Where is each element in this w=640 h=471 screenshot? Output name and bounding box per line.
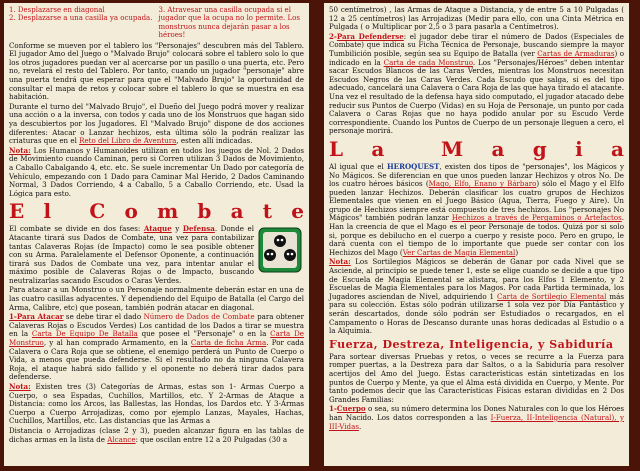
list-item: 1-Cuerpo o sea, su número determina los Dones Naturales con lo que los Héroes han Nacido. Los datos corresponden a las I-Fuerza, II-Inteligencia (Natural), y III-Vidas. (329, 404, 624, 431)
paragraph: Durante el turno del "Malvado Brujo", el Dueño del Juego podrá mover y realizar una acción o a la inversa, con todos y cada uno de los Monstruos que hagan sido ya descubiertos por los Jugadores. El "Malvado Brujo" dispone de dos acciones diferentes: Atacar o Lanzar hechizos, esta última sólo la podrán realizar las criaturas que en el Reto del Libro de Aventura, esten allí indicadas. (9, 101, 304, 146)
left-page (4, 3, 309, 466)
section-title-magia: L a M a g i a (329, 136, 624, 161)
note: Nota: Los Humanos y Humanoides utilizan en todos los juegos de Nol. 2 Dados de Movimiento cuando Caminan, pero si Corren utilizan 3 Dados de Movimiento, a Caballo Cabalgando 4, etc. etc. Se suele incrementar Un Dado por categoría de Vehículo, empezando con 1 Dado para Caminar Mal Herido, 2 Dados Caminando Normal, 3 Dados Corriendo, 4 a Caballo, 5 a Caballo Corriendo, etc. Usad la Lógica para esto. (9, 145, 304, 198)
skull-shield-icon (258, 227, 302, 273)
section-title-atributos: Fuerza, Destreza, Inteligencia, y Sabiduría (329, 337, 614, 351)
carta-arma-link[interactable]: Carta de ficha Arma (190, 338, 267, 348)
paragraph: 50 centímetros) , las Armas de Ataque a Distancia, y de entre 5 a 10 Pulgadas ( 12 a 25 centímetros) las Arrojadizas (Medir para ello, con una Cinta Métrica en Pulgada ( o Multiplicar por 2,5 o 3 para pasarla a Centímetros). (329, 5, 624, 32)
paragraph: 1-Para Atacar se debe tirar el dado Número de Dados de Combate para obtener Calaveras Rojas o Escudos Verdes) Los cantidad de los Dados a tirar se muestra en la Carta De Equipo De Batalla que posee el "Personaje" o en la Carta De Monstruo, y al han comprado Armamento, en la Carta de ficha Arma. Por cada Calavera o Cara Roja que se obtiene, el enemigo perderá un Punto de Cuerpo o Vida, a menos que pueda defenderse. Si el resultado no da ninguna Calavera Roja, el ataque habrá sido fallido y el oponente no deberá tirar dados para defenderse. (9, 312, 305, 382)
carta-monstruo-link[interactable]: Carta de cada Monstruo (383, 57, 473, 67)
reto-link[interactable]: Reto del Libro de Aventura (79, 136, 177, 146)
carta-sortilegio-link[interactable]: Carta de Sortilegio Elemental (497, 291, 607, 301)
carta-monstruo-link[interactable]: Carta De Monstruo (9, 329, 304, 348)
movement-rules-list (9, 6, 304, 40)
cartas-armaduras-link[interactable]: Cartas de Armaduras (537, 48, 615, 58)
note: Nota: Existen tres (3) Categorías de Armas, estas son 1- Armas Cuerpo a Cuerpo, o sea Espadas, Cuchillos, Martillos, etc. Y 2-Armas de Ataque a Distancia: como los Arcos, las Ballestas, las Hondas, los Dardos etc. Y 3-Armas Cuerpo a Cuerpo Arrojadizas, como por ejemplo Lanzas, Mayales, Hachas, Cuchillos, Martillos, etc. Las distancias que las Armas a (9, 382, 304, 426)
list-item: 3. Atravesar una casilla ocupada si el jugador que la ocupa no lo permite. Los monstruos nunca dejarán pasar a los héroes! (158, 6, 300, 40)
note: Nota: Los Sortilegios Mágicos se deberán de Ganar por cada Nivel que se Asciende, al principio se puede tener 1, este se elige cuando se decide a que tipo de Escuela de Magia Elemental se alistara, para los Elfos 1 Elemento, y 2 Escuelas de Magia Elementales para los Magos. Por cada Partida terminada, los Jugadores asciendan de Nivel, adquiriendo 1 Carta de Sortilegio Elemental más para su colección. Estas sólo podrán utilizarse 1 sola vez por Día Fantástico y serán descartados, donde sólo podrán ser Estudiados o recargados, en el Campamento o Horas de Descanso durante unas horas dedicadas al Estudio o a la Alquimia. (329, 257, 624, 336)
paragraph: Al igual que el HEROQUEST, existen dos tipos de "personajes", los Mágicos y No Mágicos. Se diferencian en que unos pueden lanzar Hechizos y otros No. De los cuatro héroes básicos (Mago, Elfo, Enano y Bárbaro) sólo el Mago y el Elfo pueden lanzar Hechizos. Deberán clasificar los cuatro grupos de Hechizos Elementales que vienen en el Juego Básico (Agua, Tierra, Fuego y Aire). Un grupo de Hechizos siempre está compuesto de tres hechizos. Los "personajes No Mágicos" también podrán lanzar Hechizos a través de Pergaminos o Artefactos. Han la creencia de que el Mago es el peor Personaje de todos. Quizá por si solo si, porque es debilucho en el cuerpo a cuerpo y resiste poco. Pero en grupo, le dará cuenta con el tiempo de lo importante que puede ser contar con los Hechizos del Mago (Ver Cartas de Magia Elemental) (329, 161, 624, 257)
list-item: 1. Desplazarse en diagonal (9, 6, 105, 14)
paragraph: 2-Para Defenderse: el jugador debe tirar el número de Dados (Especiales de Combate) que indica su Ficha Técnica de Personaje, buscando siempre la mayor Tumbilición posible, según sea su Equipo de Batalla (ver Cartas de Armaduras) o indicado en la Carta de cada Monstruo. Los "Personajes/Héroes" deben intentar sacar Escudos Blancos de las Caras Verdes, mientras los Monstruos necesitan Escudos Negros de las Caras Verdes. Cada Escudo que salga, si es del tipo adecuado, cancelará una Calavera o Cara Roja de las que haya tirado el atacante. Una vez el resultado de la defensa haya sido computado, el jugador atacado debe reducir sus Puntos de Cuerpo (Vidas) en su Hoja de Personaje, un punto por cada Calavera o Caras Rojas que no haya podido anular por su Escudo Verde correspondiente. Cuando los Puntos de Cuerpo de un personaje lleguen a cero, el personaje morirá. (329, 31, 625, 136)
alcance-link[interactable]: Alcance (107, 434, 136, 444)
paragraph: El combate se divide en dos fases: Ataque y Defensa. Donde el Atacante tirará sus Dados de Combate, una vez para contabilizar tantas Calaveras Rojas (de Impacto) como le sea posible obtener con su Arma. Paralelamente el Defensor Oponente, a continuación tirará sus Dados de Combate una vez, para intentar anular el máximo posible de Calaveras Rojas o de Impacto, buscando neutralizarlas sacando Escudos o Caras Verdes. (9, 224, 254, 285)
paragraph: Para atacar a un Monstruo o un Personaje normalmente deberán estar en una de las cuatro casillas adyacentes. Y dependiendo del Equipo de Batalla (el Cargo del Arma, Calibre, etc) que posean, también podrán atacar en diagonal. (9, 285, 304, 312)
paragraph: Conforme se mueven por el tablero los "Personajes" descubren más del Tablero. El jugador Amo del Juego o "Malvado Brujo" colocará sobre el tablero solo lo que los otros jugadores puedan ver al acercarse por un pasillo o una puerta, etc. Pero no, revelará el resto del Tablero. Por tanto, cuando un jugador "personaje" abre una puerta tendrá que esperar para que el "Malvado Brujo" la oportunidad de consultar el mapa de retos y colocar sobre el tablero lo que se muestra en esa habitación. (9, 40, 304, 102)
carta-equipo-link[interactable]: Carta De Equipo De Batalla (31, 329, 138, 339)
list-item: 2. Desplazarse a una casilla ya ocupada. (9, 14, 153, 23)
right-page (324, 3, 629, 466)
section-title-combate: E l C o m b a t e (9, 199, 304, 224)
paragraph: Para sortear diversas Pruebas y retos, o veces se recurre a la Fuerza para romper puertas, a la Destreza para dar Saltos, o a la Sabiduría para resolver acertijos del Amo del Juego. Estas características están sintetizadas en los puntos de Cuerpo y Mente, ya que el Alma está dividida en Cuerpo, y Mente. Por tanto podemos decir que las Características Físicas estaran divididas en 2 Dos Grandes Familias: (329, 351, 624, 404)
cartas-magia-link[interactable]: Ver Cartas de Magia Elemental (402, 247, 516, 257)
paragraph: Distancia o Arrojadizas (clase 2 y 3), pueden alcanzar figura en las tablas de dichas armas en la lista de Alcance: que oscilan entre 12 a 20 Pulgadas (30 a (9, 425, 304, 444)
